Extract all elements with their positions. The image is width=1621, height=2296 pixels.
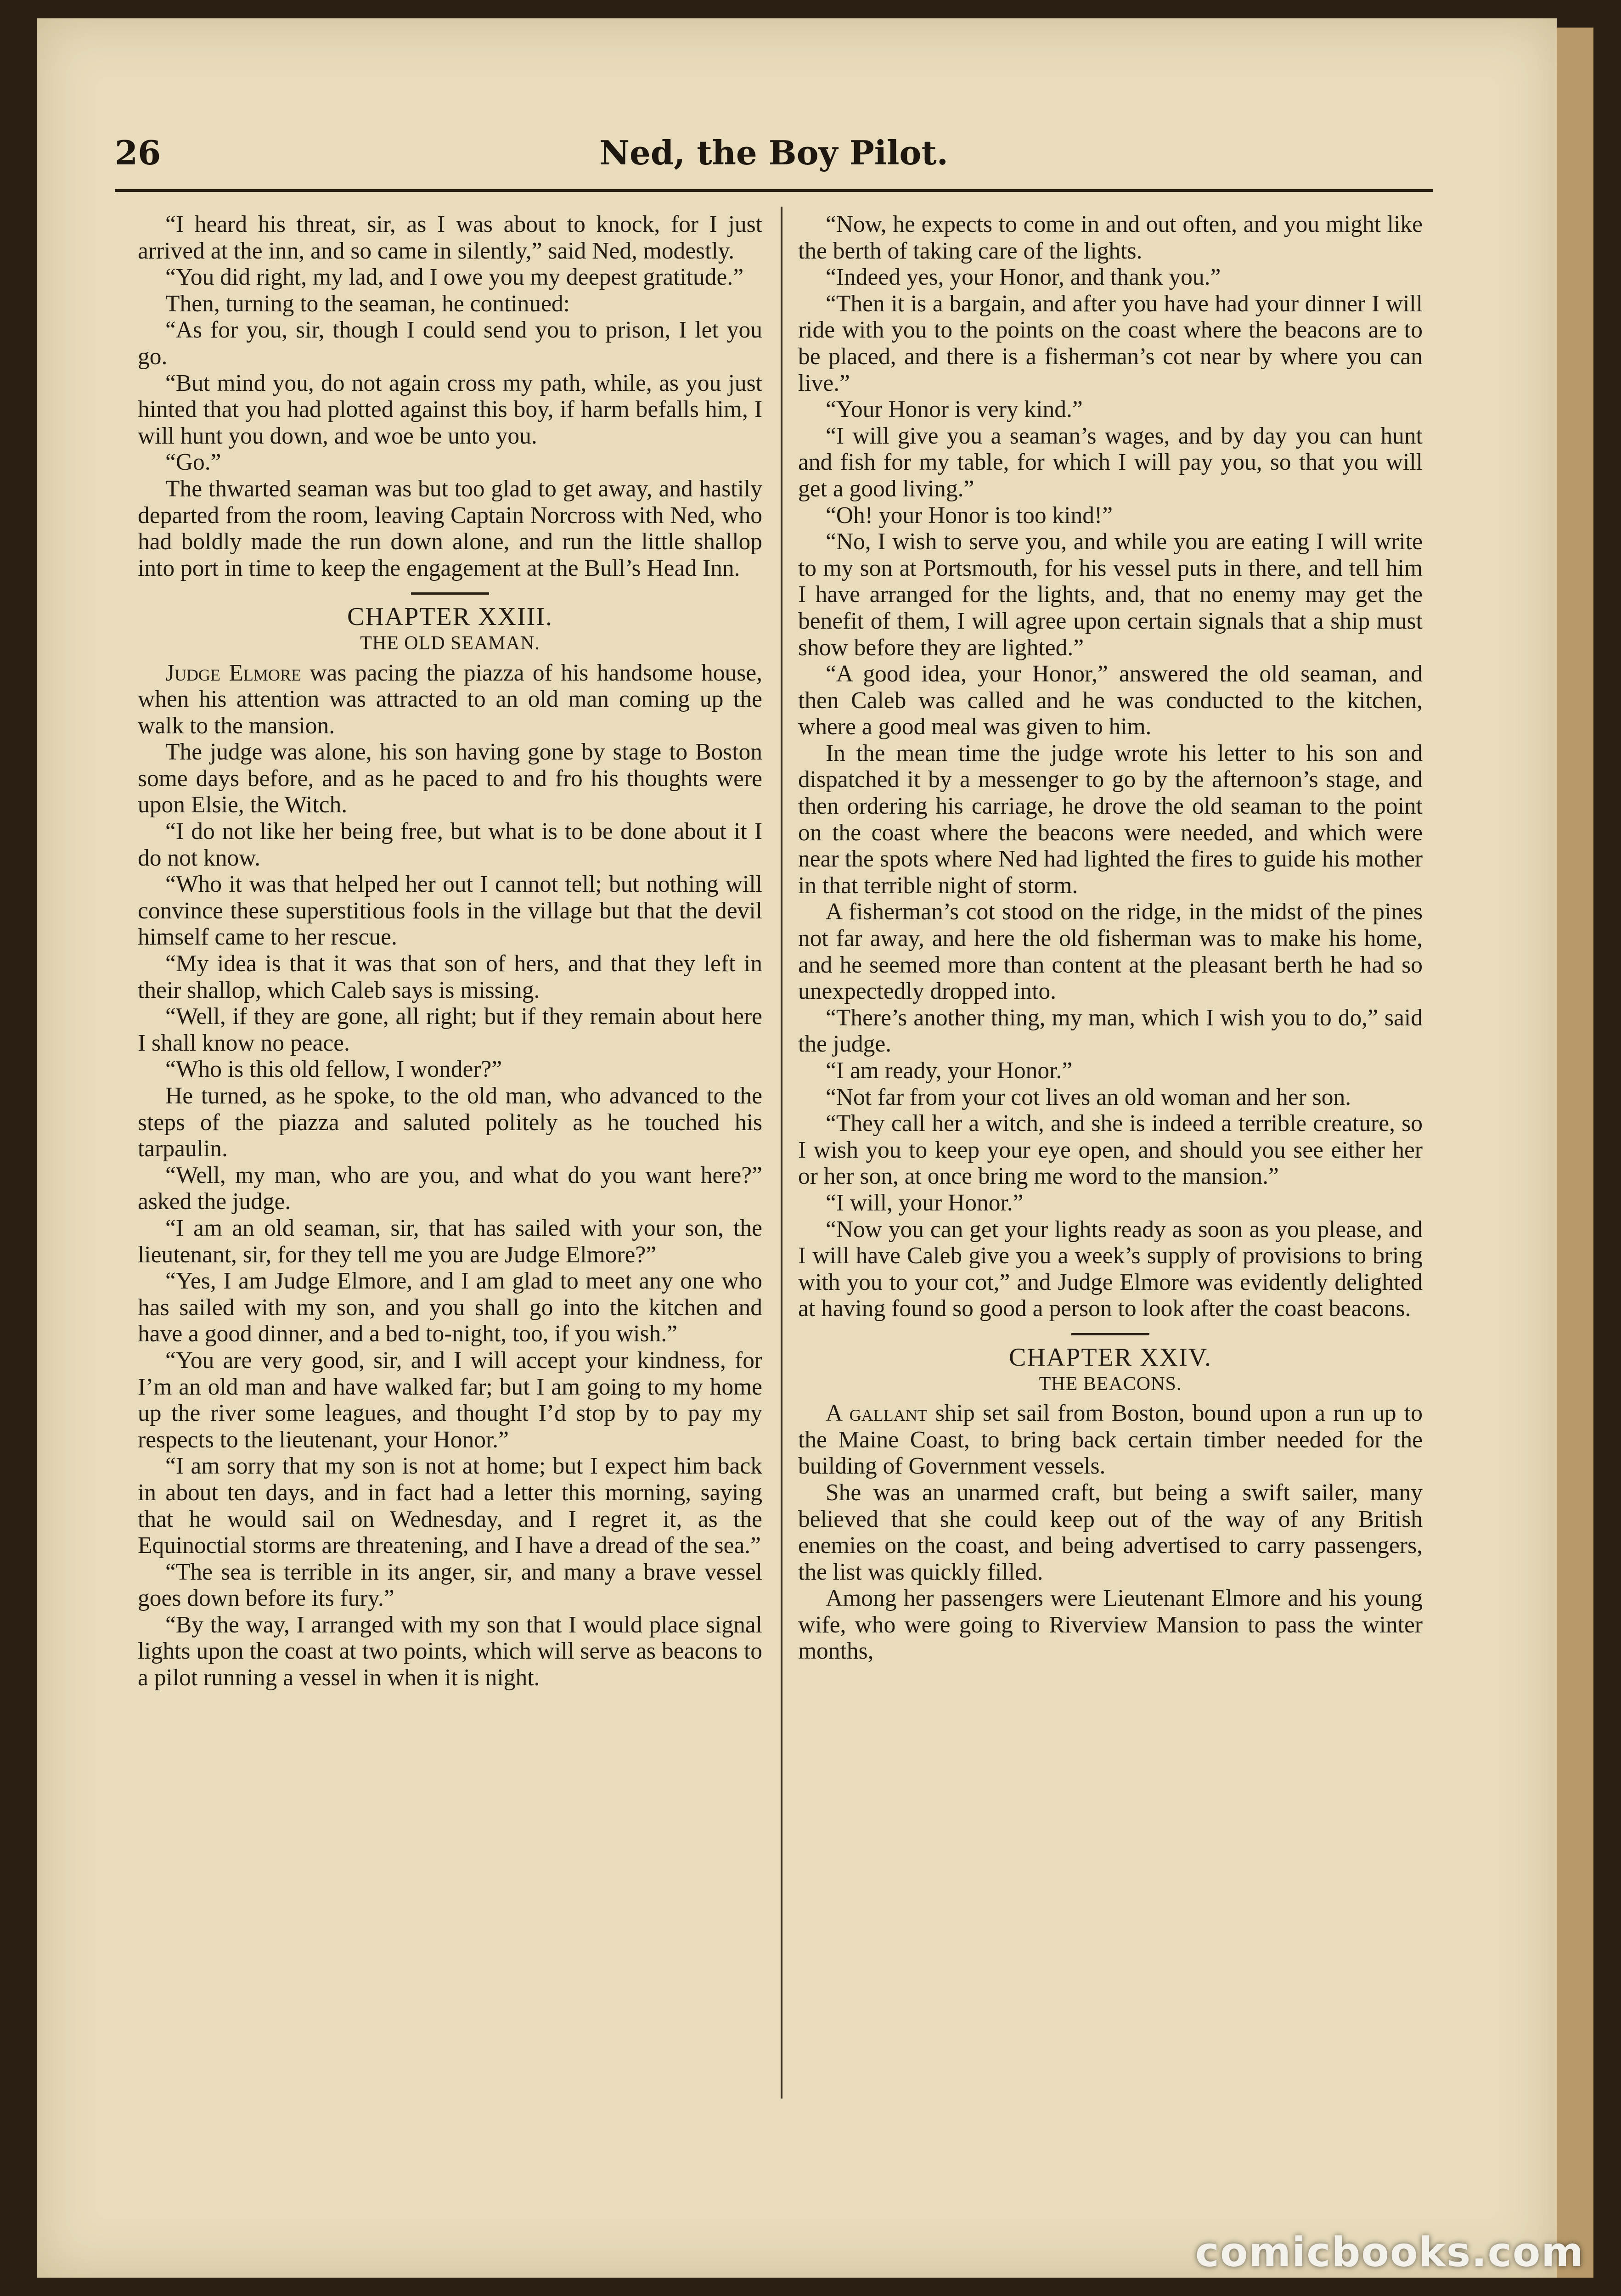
paragraph: “Well, my man, who are you, and what do you want here?” asked the judge. (138, 1162, 762, 1215)
section-divider (1071, 1333, 1149, 1335)
paragraph: “No, I wish to serve you, and while you are eating I will write to my son at Portsmouth, for his vessel puts in there, and tell him I have arranged for the lights, and, that no enemy may get the benefit of them, I will agree upon certain signals that a ship must show before they are lighted.” (798, 529, 1423, 661)
paragraph: “Then it is a bargain, and after you have had your dinner I will ride with you to the points on the coast where the beacons are to be placed, and there is a fisherman’s cot near by where you can live.” (798, 290, 1423, 396)
paragraph-lead: A gallant (826, 1400, 928, 1427)
paragraph: Then, turning to the seaman, he continued: (165, 290, 570, 317)
paragraph: “Your Honor is very kind.” (826, 396, 1083, 423)
page-number: 26 (115, 133, 161, 172)
chapter-subtitle: THE BEACONS. (1039, 1373, 1182, 1395)
chapter-heading: CHAPTER XXIII. (347, 602, 553, 631)
paragraph: “My idea is that it was that son of hers, and that they left in their shallop, which Caleb says is missing. (138, 951, 762, 1003)
paragraph: “I am sorry that my son is not at home; but I expect him back in about ten days, and in fact had a letter this morning, saying that he would sail on Wednesday, and I regret it, as the Equinoctial storms are threatening, and I have a dread of the sea.” (138, 1453, 762, 1559)
paragraph: “I heard his threat, sir, as I was about to knock, for I just arrived at the inn, and so came in silently,” said Ned, modestly. (138, 211, 762, 264)
paragraph: “But mind you, do not again cross my path, while, as you just hinted that you had plotted against this boy, if harm befalls him, I will hunt you down, and woe be unto you. (138, 370, 762, 449)
paragraph (138, 660, 762, 739)
paragraph: The judge was alone, his son having gone by stage to Boston some days before, and as he paced to and fro his thoughts were upon Elsie, the Witch. (138, 739, 762, 818)
page-header (115, 129, 1433, 184)
adjacent-page-edge (1557, 28, 1593, 2278)
running-title: Ned, the Boy Pilot. (599, 133, 948, 172)
paragraph: “You are very good, sir, and I will accept your kindness, for I’m an old man and have walked far; but I am going to my home up the river some leagues, and thought I’d stop by to pay my respects to the lieutenant, your Honor.” (138, 1347, 762, 1453)
paragraph: “Indeed yes, your Honor, and thank you.” (826, 264, 1221, 291)
paragraph: She was an unarmed craft, but being a swift sailer, many believed that she could keep out of the way of any British enemies on the coast, and being advertised to carry passengers, the list was quickly filled. (798, 1479, 1423, 1585)
header-rule (115, 189, 1433, 192)
paragraph: “By the way, I arranged with my son that I would place signal lights upon the coast at two points, which will serve as beacons to a pilot running a vessel in when it is night. (138, 1611, 762, 1691)
paragraph: “Not far from your cot lives an old woman and her son. (826, 1084, 1351, 1110)
paragraph: In the mean time the judge wrote his letter to his son and dispatched it by a messenger to go by the afternoon’s stage, and then ordering his carriage, he drove the old seaman to the point on the coast where the beacons were needed, and which were near the spots where Ned had lighted the fires to guide his mother in that terrible night of storm. (798, 740, 1423, 899)
paragraph (798, 1400, 1423, 1480)
paragraph: He turned, as he spoke, to the old man, who advanced to the steps of the piazza and saluted politely as he touched his tarpaulin. (138, 1083, 762, 1162)
chapter-subtitle: THE OLD SEAMAN. (360, 632, 540, 654)
paragraph: “The sea is terrible in its anger, sir, and many a brave vessel goes down before its fury.” (138, 1559, 762, 1612)
paragraph: “Who is this old fellow, I wonder?” (165, 1056, 502, 1083)
paragraph: “I will give you a seaman’s wages, and by day you can hunt and fish for my table, for which I will pay you, so that you will get a good living.” (798, 422, 1423, 502)
paragraph: “I am ready, your Honor.” (826, 1058, 1073, 1084)
paragraph: “They call her a witch, and she is indeed a terrible creature, so I wish you to keep your eye open, and should you see either her or her son, at once bring me word to the mansion.” (798, 1110, 1423, 1190)
paragraph: “Go.” (165, 449, 221, 476)
section-divider (411, 592, 489, 595)
paragraph: “I will, your Honor.” (826, 1189, 1024, 1216)
paragraph: The thwarted seaman was but too glad to get away, and hastily departed from the room, leaving Captain Norcross with Ned, who had boldly made the run down alone, and run the little shallop into port in time to keep the engagement at the Bull’s Head Inn. (138, 475, 762, 581)
paragraph: “I do not like her being free, but what is to be done about it I do not know. (138, 818, 762, 871)
paragraph: “Oh! your Honor is too kind!” (826, 502, 1113, 529)
paragraph: “I am an old seaman, sir, that has sailed with your son, the lieutenant, sir, for they tell me you are Judge Elmore?” (138, 1215, 762, 1268)
paragraph: “You did right, my lad, and I owe you my deepest gratitude.” (165, 264, 744, 291)
paragraph: “Now, he expects to come in and out often, and you might like the berth of taking care of the lights. (798, 211, 1423, 264)
watermark: comicbooks.com (1195, 2228, 1584, 2276)
paragraph: “A good idea, your Honor,” answered the old seaman, and then Caleb was called and he was conducted to the kitchen, where a good meal was given to him. (798, 661, 1423, 740)
paragraph-text: was pacing the piazza of his handsome house, when his attention was attracted to an old man coming up the walk to the mansion. (138, 659, 762, 739)
paragraph: “Well, if they are gone, all right; but if they remain about here I shall know no peace. (138, 1003, 762, 1056)
chapter-heading: CHAPTER XXIV. (1009, 1343, 1212, 1372)
paragraph: “Yes, I am Judge Elmore, and I am glad to meet any one who has sailed with my son, and you shall go into the kitchen and have a good dinner, and a bed to-night, too, if you wish.” (138, 1268, 762, 1347)
right-column (798, 211, 1423, 2117)
paragraph: “Now you can get your lights ready as soon as you please, and I will have Caleb give you a week’s supply of provisions to bring with you to your cot,” and Judge Elmore was evidently delighted at having found so good a person to look after the coast beacons. (798, 1216, 1423, 1322)
left-column (138, 211, 762, 2117)
paragraph: “Who it was that helped her out I cannot tell; but nothing will convince these superstitious fools in the village but that the devil himself came to her rescue. (138, 871, 762, 951)
column-divider (781, 207, 782, 2099)
paragraph-lead: Judge Elmore (165, 659, 301, 686)
paragraph-text: ship set sail from Boston, bound upon a run up to the Maine Coast, to bring back certain timber needed for the building of Government vessels. (798, 1400, 1423, 1480)
paragraph: “There’s another thing, my man, which I wish you to do,” said the judge. (798, 1004, 1423, 1058)
paragraph: Among her passengers were Lieutenant Elmore and his young wife, who were going to Riverview Mansion to pass the winter months, (798, 1585, 1423, 1665)
paragraph: A fisherman’s cot stood on the ridge, in the midst of the pines not far away, and here the old fisherman was to make his home, and he seemed more than content at the pleasant berth he had so unexpectedly dropped into. (798, 899, 1423, 1005)
paragraph: “As for you, sir, though I could send you to prison, I let you go. (138, 317, 762, 370)
